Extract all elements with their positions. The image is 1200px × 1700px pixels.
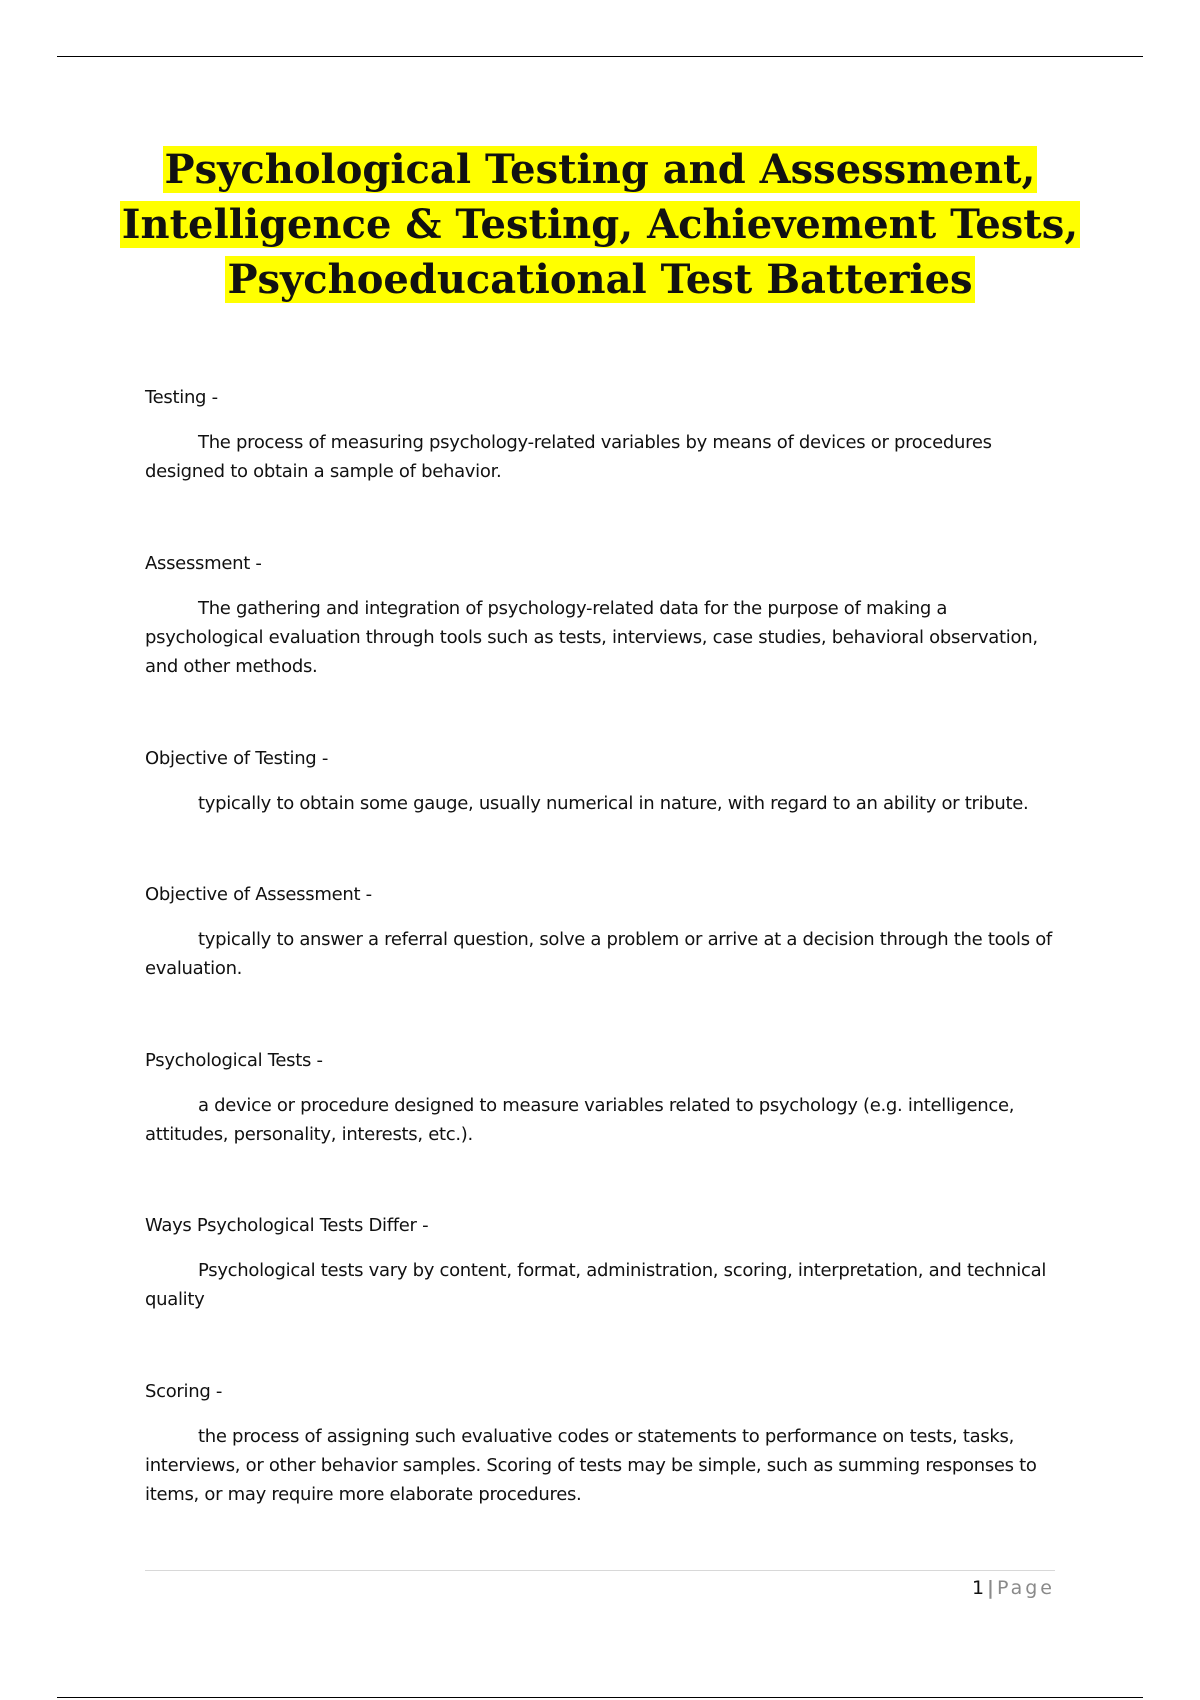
- entry-objective-of-assessment: [145, 881, 1055, 983]
- document-title: [100, 142, 1100, 307]
- page-top-rule: [57, 56, 1143, 57]
- term-ways-tests-differ: Ways Psychological Tests Differ -: [145, 1215, 429, 1236]
- definition-assessment: The gathering and integration of psychology-related data for the purpose of making a psychological evaluation through tools such as tests, interviews, case studies, behavioral observation, and other methods.: [145, 598, 1038, 677]
- term-psychological-tests: Psychological Tests -: [145, 1050, 323, 1071]
- entry-assessment: [145, 550, 1055, 681]
- entry-ways-tests-differ: [145, 1212, 1055, 1314]
- definition-objective-of-testing: typically to obtain some gauge, usually numerical in nature, with regard to an ability or tribute.: [198, 793, 1029, 814]
- footer-rule: [145, 1570, 1055, 1571]
- page-footer: [972, 1576, 1055, 1600]
- term-scoring: Scoring -: [145, 1381, 223, 1402]
- definition-objective-of-assessment: typically to answer a referral question, solve a problem or arrive at a decision through the tools of evaluation.: [145, 929, 1052, 979]
- entry-testing: [145, 384, 1055, 486]
- entry-objective-of-testing: [145, 745, 1055, 818]
- term-objective-of-assessment: Objective of Assessment -: [145, 884, 372, 905]
- page-bottom-rule: [57, 1697, 1143, 1698]
- term-assessment: Assessment -: [145, 553, 262, 574]
- title-line-1: Psychological Testing and Assessment,: [164, 146, 1036, 193]
- page-label: Page: [997, 1577, 1055, 1599]
- page-number: 1: [971, 1577, 985, 1599]
- term-objective-of-testing: Objective of Testing -: [145, 748, 329, 769]
- definition-testing: The process of measuring psychology-related variables by means of devices or procedures designed to obtain a sample of behavior.: [145, 432, 992, 482]
- definition-ways-tests-differ: Psychological tests vary by content, format, administration, scoring, interpretation, and technical quality: [145, 1260, 1047, 1310]
- title-line-2: Intelligence & Testing, Achievement Tests,: [121, 201, 1079, 248]
- footer-separator: |: [987, 1577, 994, 1599]
- entry-scoring: [145, 1378, 1055, 1509]
- definition-psychological-tests: a device or procedure designed to measure variables related to psychology (e.g. intelligence, attitudes, personality, interests, etc.).: [145, 1095, 1015, 1145]
- title-line-3: Psychoeducational Test Batteries: [227, 256, 973, 303]
- definition-scoring: the process of assigning such evaluative codes or statements to performance on tests, tasks, interviews, or other behavior samples. Scoring of tests may be simple, such as summing responses to items, or may require more elaborate procedures.: [145, 1426, 1037, 1505]
- entry-psychological-tests: [145, 1047, 1055, 1149]
- term-testing: Testing -: [145, 387, 218, 408]
